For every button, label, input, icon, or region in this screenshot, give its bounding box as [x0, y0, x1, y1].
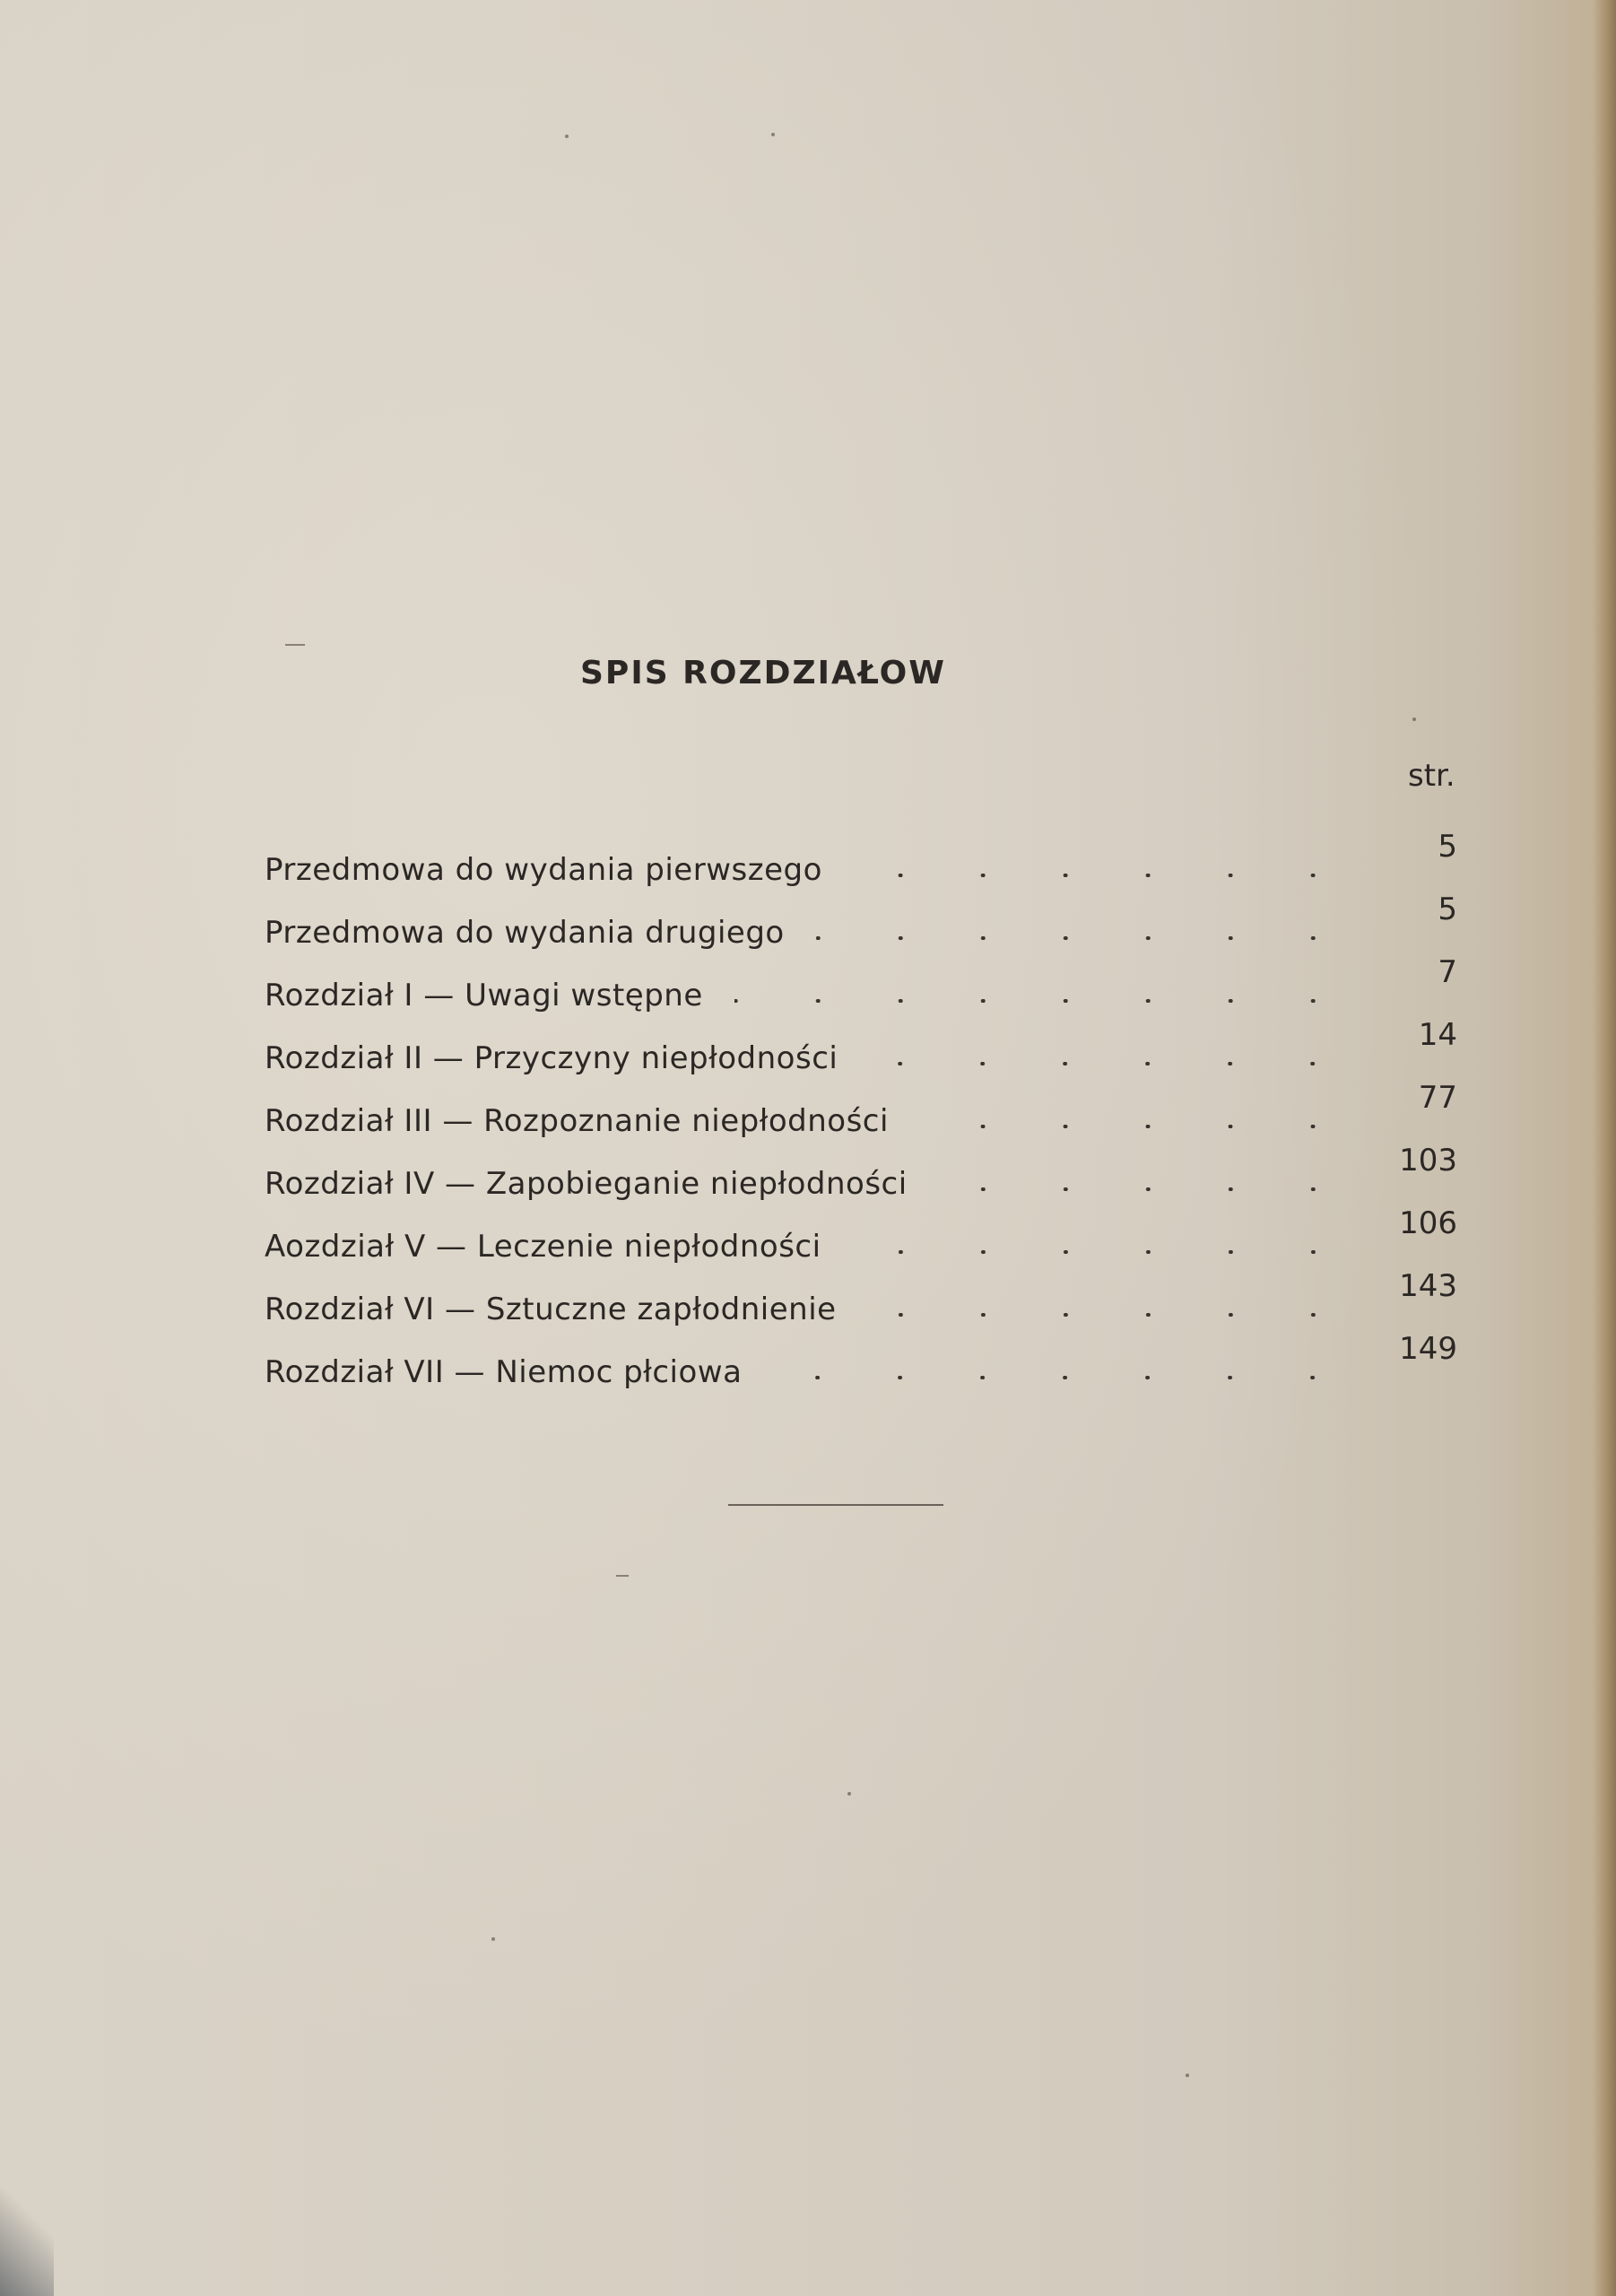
dot-leader [853, 1250, 1354, 1254]
dot-leader [939, 1187, 1354, 1191]
toc-entry-page: 77 [1418, 1080, 1457, 1116]
dot-leader [854, 874, 1354, 877]
toc-entry [265, 951, 1457, 1013]
toc-entry [265, 1202, 1457, 1265]
paper-speck [1412, 718, 1416, 721]
toc-entry-page: 149 [1399, 1331, 1457, 1367]
toc-entry-page: 5 [1438, 891, 1457, 927]
paper-speck [771, 133, 775, 136]
end-rule-divider [728, 1504, 943, 1506]
paper-speck [565, 135, 569, 138]
corner-shadow [0, 2188, 54, 2296]
toc-entry [265, 1013, 1457, 1076]
toc-entry-page: 5 [1438, 829, 1457, 865]
toc-entry [265, 888, 1457, 951]
toc-entry-title: Rozdział III — Rozpoznanie niepłodności [265, 1103, 889, 1139]
toc-entry-title: Aozdział V — Leczenie niepłodności [265, 1229, 821, 1265]
paper-speck [616, 1575, 629, 1577]
toc-entry-page: 106 [1399, 1205, 1457, 1241]
toc-entry-title: Rozdział VII — Niemoc płciowa [265, 1354, 743, 1390]
toc-entry [265, 825, 1457, 888]
page-title: SPIS ROZDZIAŁOW [580, 655, 946, 691]
dot-leader [773, 1376, 1354, 1379]
page-column-label: str. [1408, 758, 1455, 794]
toc-entry-page: 7 [1438, 954, 1457, 990]
toc-entry [265, 1327, 1457, 1390]
toc-entry [265, 1265, 1457, 1327]
toc-entry-title: Przedmowa do wydania drugiego [265, 915, 785, 951]
dot-leader [868, 1313, 1354, 1317]
toc-entry-page: 103 [1399, 1143, 1457, 1178]
toc-entry-title: Rozdział I — Uwagi wstępne [265, 978, 703, 1013]
toc-entry-title: Rozdział IV — Zapobieganie niepłodności [265, 1166, 908, 1202]
paper-speck [1186, 2074, 1189, 2077]
toc-entry-page: 143 [1399, 1268, 1457, 1304]
dot-leader [734, 999, 1354, 1003]
dot-leader [869, 1062, 1354, 1065]
toc-entry-title: Rozdział VI — Sztuczne zapłodnienie [265, 1292, 837, 1327]
dot-leader [816, 936, 1354, 940]
dot-leader [920, 1125, 1354, 1128]
page-edge-shadow [1593, 0, 1616, 2296]
toc-entry [265, 1076, 1457, 1139]
toc-entry-page: 14 [1418, 1017, 1457, 1053]
toc-entry [265, 1139, 1457, 1202]
table-of-contents [265, 825, 1457, 1390]
paper-speck [491, 1937, 495, 1941]
toc-entry-title: Rozdział II — Przyczyny niepłodności [265, 1040, 838, 1076]
paper-speck [285, 644, 305, 646]
toc-entry-title: Przedmowa do wydania pierwszego [265, 852, 822, 888]
paper-speck [847, 1792, 851, 1796]
